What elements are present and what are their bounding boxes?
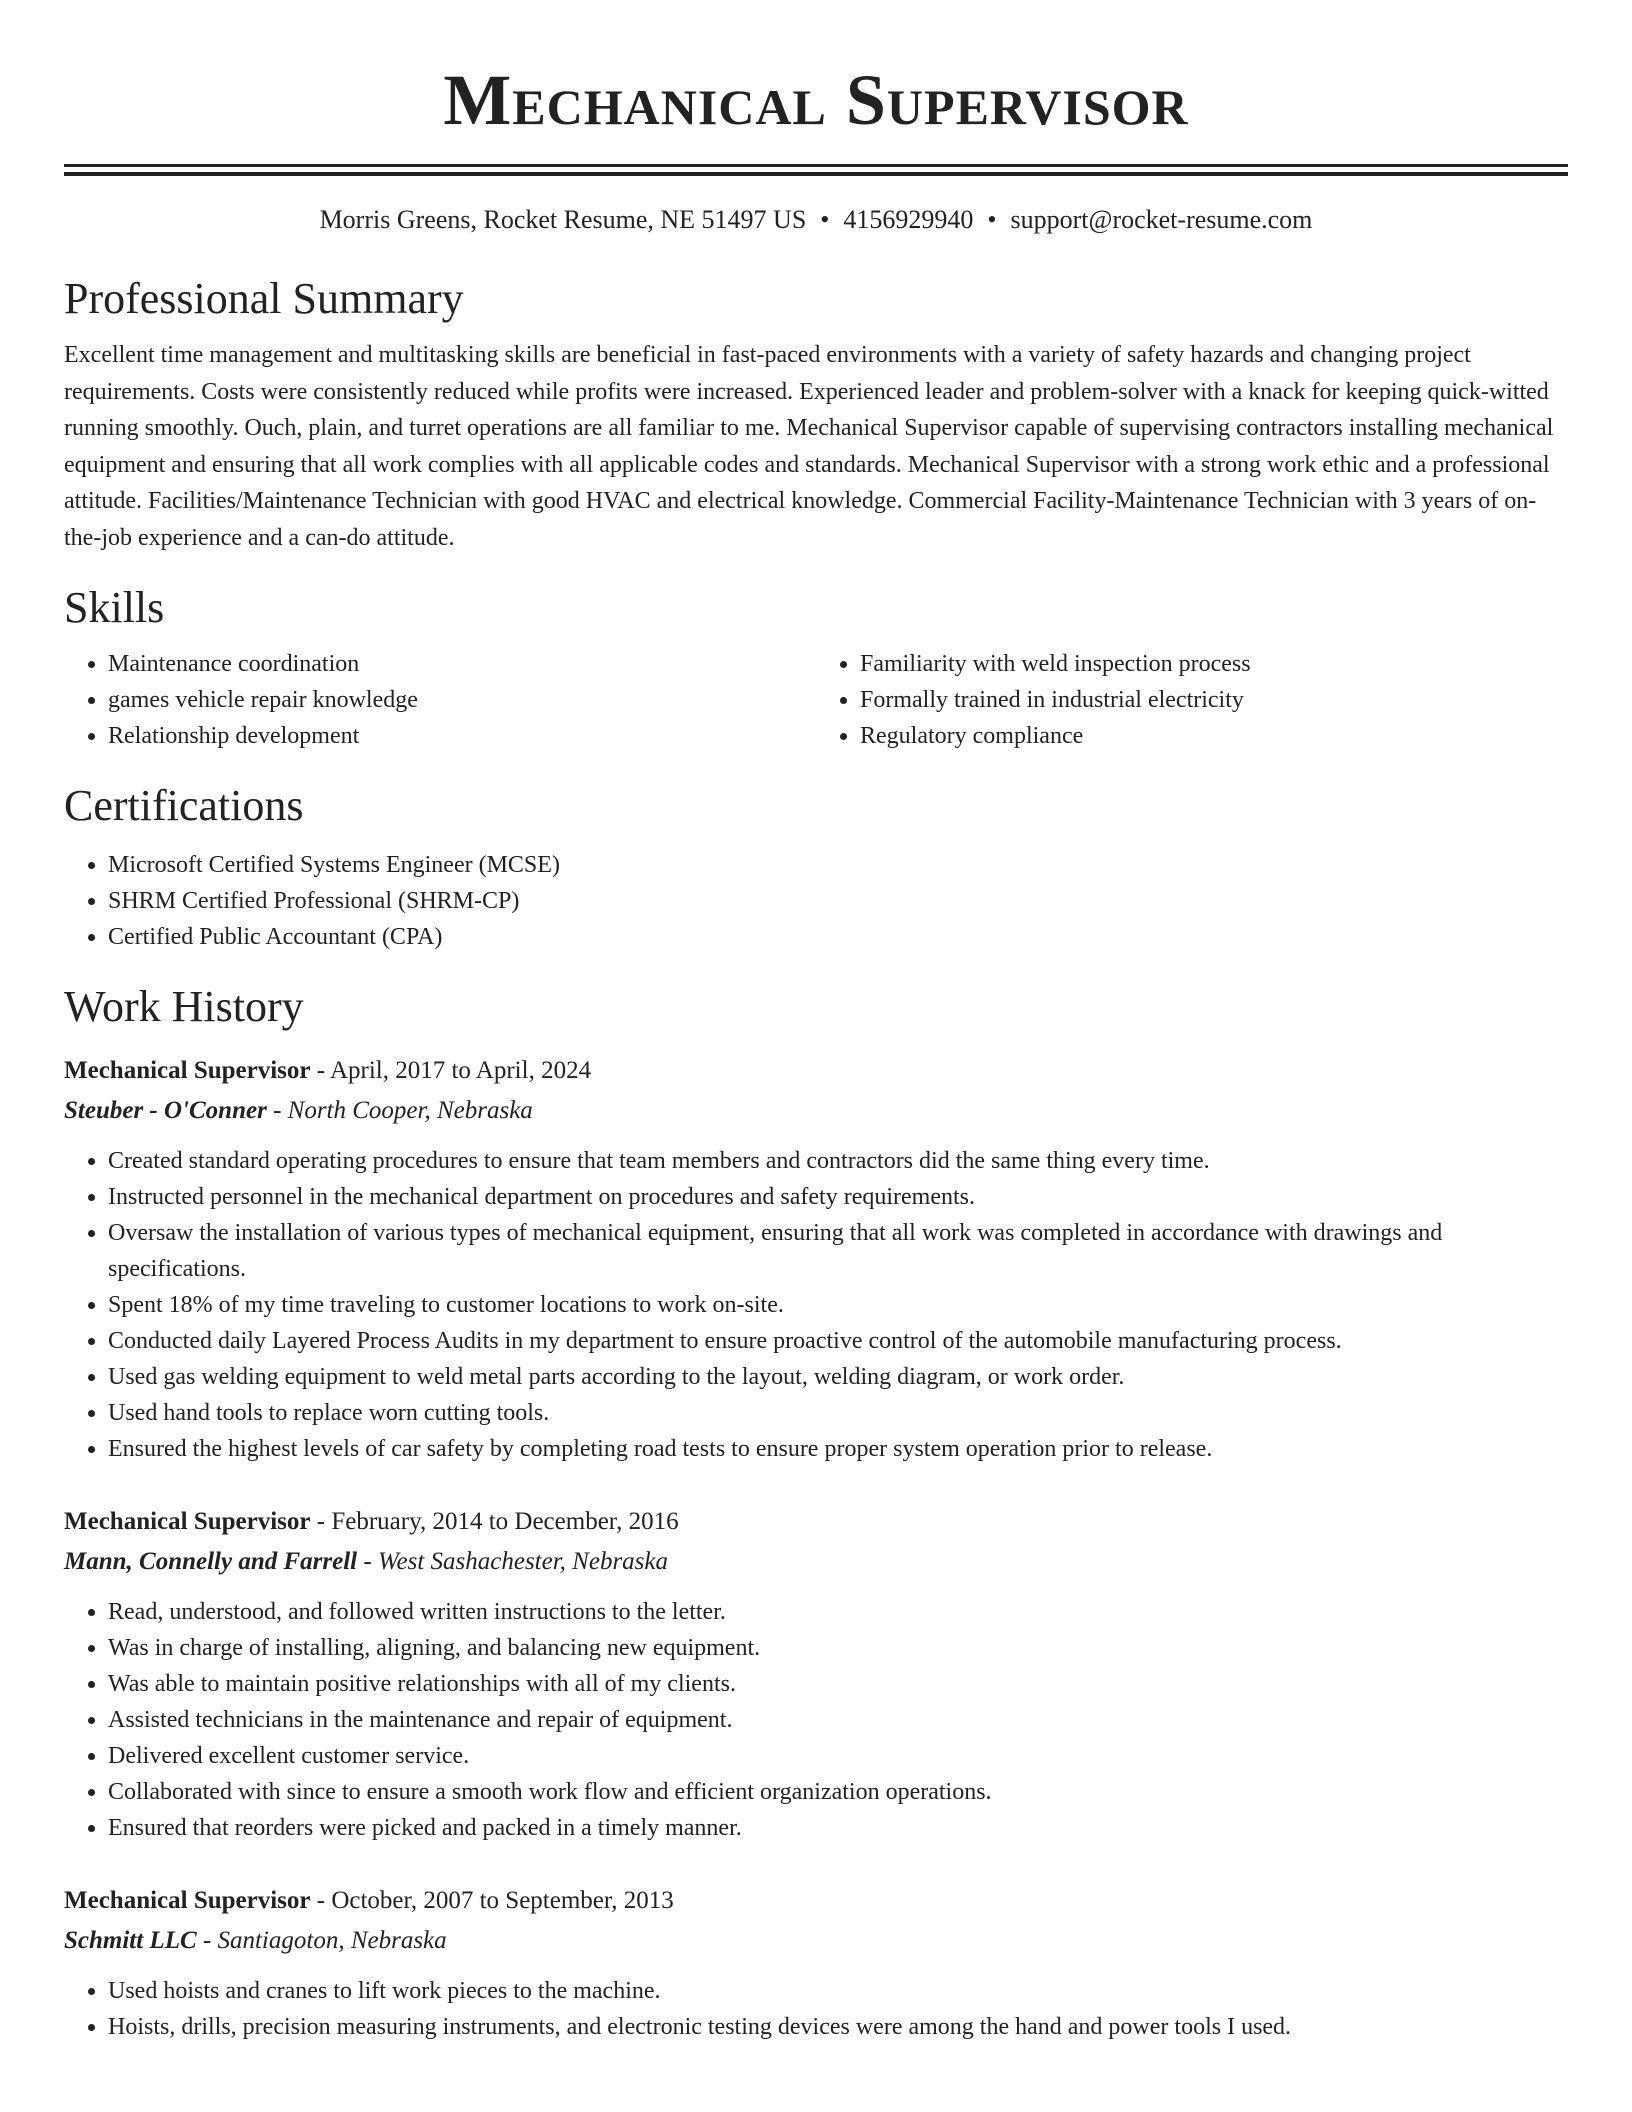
job-bullet: • Used hand tools to replace worn cutting tools.: [108, 1395, 1568, 1431]
skills-list-right: [816, 646, 1568, 754]
job-bullet: • Created standard operating procedures to ensure that team members and contractors did the same thing every time.: [108, 1143, 1568, 1179]
certifications-heading: Certifications: [64, 781, 304, 830]
job-bullets: [64, 1594, 1568, 1846]
job-role: Mechanical Supervisor: [64, 1508, 311, 1535]
summary-text: Excellent time management and multitasking skills are beneficial in fast-paced environments with a variety of safety hazards and changing project requirements. Costs were consistently reduced while profits were increased. Experienced leader and problem-solver with a knack for keeping quick-witted running smoothly. Ouch, plain, and turret operations are all familiar to me. Mechanical Supervisor capable of supervising contractors installing mechanical equipment and ensuring that all work complies with all applicable codes and standards. Mechanical Supervisor with a strong work ethic and a professional attitude. Facilities/Maintenance Technician with good HVAC and electrical knowledge. Commercial Facility-Maintenance Technician with 3 years of on-the-job experience and a can-do attitude.: [64, 342, 1554, 551]
summary-heading: Professional Summary: [64, 274, 464, 323]
skills-section: [64, 582, 1568, 754]
job-bullet: • Oversaw the installation of various types of mechanical equipment, ensuring that all work was completed in accordance with drawings and specifications.: [108, 1215, 1568, 1287]
work-history-heading: Work History: [64, 982, 304, 1031]
job-dates: - February, 2014 to December, 2016: [310, 1508, 679, 1535]
job-bullet: • Hoists, drills, precision measuring instruments, and electronic testing devices were among the hand and power tools I used.: [108, 2009, 1568, 2045]
job-entry: [64, 1051, 1568, 1467]
resume-name: Mechanical Supervisor: [443, 60, 1189, 140]
job-location: - North Cooper, Nebraska: [266, 1097, 533, 1124]
contact-line: [64, 203, 1568, 237]
job-bullet: • Read, understood, and followed written instructions to the letter.: [108, 1594, 1568, 1630]
job-bullet: • Ensured that reorders were picked and packed in a timely manner.: [108, 1810, 1568, 1846]
job-dates: - October, 2007 to September, 2013: [310, 1887, 674, 1914]
certification-item: • Certified Public Accountant (CPA): [108, 919, 1568, 955]
resume-page: [64, 0, 1568, 2045]
job-company-line: [64, 1921, 1568, 1961]
job-bullet: • Instructed personnel in the mechanical department on procedures and safety requirements.: [108, 1179, 1568, 1215]
job-company: Schmitt LLC: [64, 1927, 197, 1954]
job-location: - Santiagoton, Nebraska: [196, 1927, 447, 1954]
job-role: Mechanical Supervisor: [64, 1057, 311, 1084]
skill-item: • Formally trained in industrial electricity: [860, 682, 1568, 718]
job-title-line: [64, 1881, 1568, 1921]
certification-item: • Microsoft Certified Systems Engineer (MCSE): [108, 847, 1568, 883]
header-divider: [64, 164, 1568, 176]
job-entry: [64, 1881, 1568, 2045]
job-bullets: [64, 1143, 1568, 1467]
job-role: Mechanical Supervisor: [64, 1887, 311, 1914]
job-company: Mann, Connelly and Farrell: [64, 1548, 358, 1575]
contact-separator: •: [987, 205, 997, 234]
skill-item: • Maintenance coordination: [108, 646, 816, 682]
skills-heading: Skills: [64, 583, 165, 632]
job-bullet: • Conducted daily Layered Process Audits in my department to ensure proactive control of the automobile manufacturing process.: [108, 1323, 1568, 1359]
job-bullet: • Assisted technicians in the maintenance and repair of equipment.: [108, 1702, 1568, 1738]
job-bullet: • Used hoists and cranes to lift work pieces to the machine.: [108, 1973, 1568, 2009]
job-company-line: [64, 1091, 1568, 1131]
job-title-line: [64, 1502, 1568, 1542]
job-bullet: • Collaborated with since to ensure a smooth work flow and efficient organization operations.: [108, 1774, 1568, 1810]
job-bullet: • Delivered excellent customer service.: [108, 1738, 1568, 1774]
skill-item: • Familiarity with weld inspection process: [860, 646, 1568, 682]
job-title-line: [64, 1051, 1568, 1091]
work-history-section: [64, 981, 1568, 2045]
contact-phone: 4156929940: [843, 205, 974, 234]
certifications-section: [64, 780, 1568, 955]
job-bullets: [64, 1973, 1568, 2045]
job-entry: [64, 1502, 1568, 1846]
contact-address: Morris Greens, Rocket Resume, NE 51497 US: [319, 205, 807, 234]
certification-item: • SHRM Certified Professional (SHRM-CP): [108, 883, 1568, 919]
contact-email: support@rocket-resume.com: [1010, 205, 1313, 234]
certifications-list: [64, 847, 1568, 955]
job-bullet: • Used gas welding equipment to weld metal parts according to the layout, welding diagram, or work order.: [108, 1359, 1568, 1395]
job-bullet: • Ensured the highest levels of car safety by completing road tests to ensure proper system operation prior to release.: [108, 1431, 1568, 1467]
job-bullet: • Was in charge of installing, aligning, and balancing new equipment.: [108, 1630, 1568, 1666]
job-bullet: • Spent 18% of my time traveling to customer locations to work on-site.: [108, 1287, 1568, 1323]
job-bullet: • Was able to maintain positive relationships with all of my clients.: [108, 1666, 1568, 1702]
contact-separator: •: [820, 205, 830, 234]
job-company: Steuber - O'Conner: [64, 1097, 267, 1124]
skill-item: • games vehicle repair knowledge: [108, 682, 816, 718]
skills-list-left: [64, 646, 816, 754]
job-company-line: [64, 1542, 1568, 1582]
summary-section: [64, 273, 1568, 556]
job-dates: - April, 2017 to April, 2024: [310, 1057, 592, 1084]
skills-grid: [64, 646, 1568, 754]
skill-item: • Relationship development: [108, 718, 816, 754]
job-location: - West Sashachester, Nebraska: [357, 1548, 668, 1575]
skill-item: • Regulatory compliance: [860, 718, 1568, 754]
